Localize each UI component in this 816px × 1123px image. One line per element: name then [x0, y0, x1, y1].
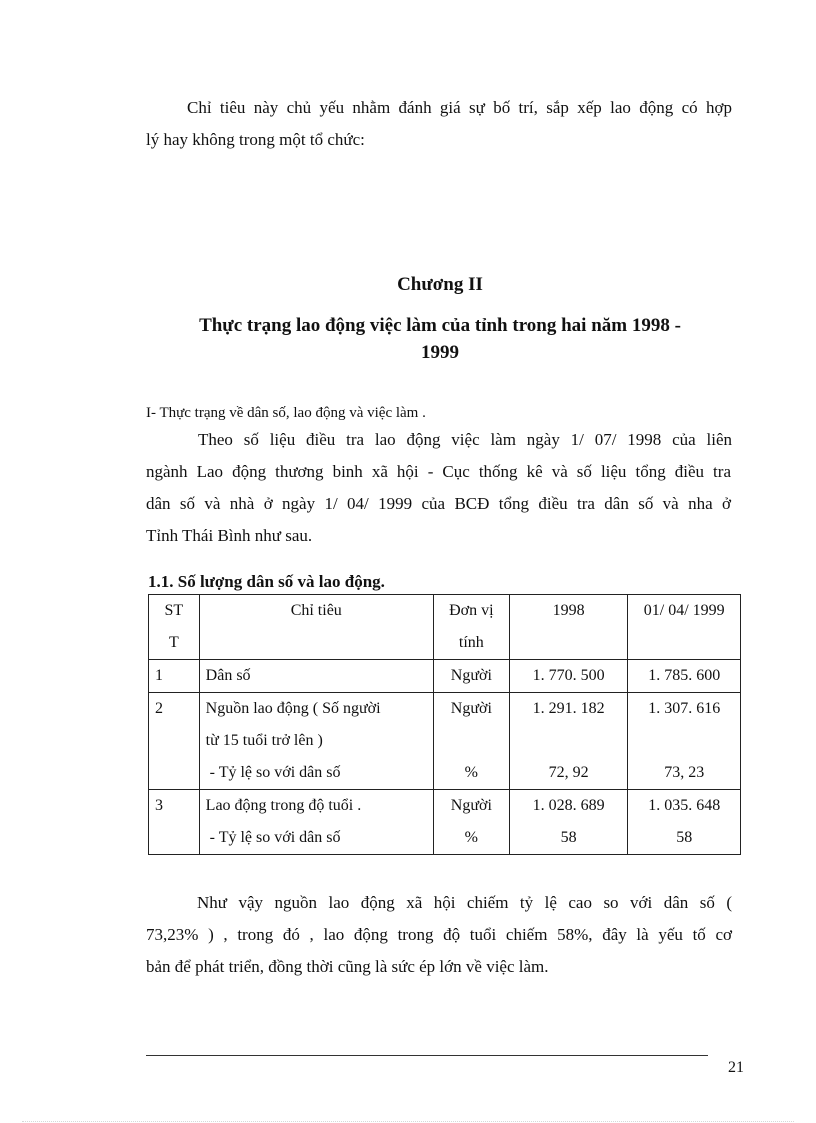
footer-rule — [146, 1055, 708, 1056]
header-stt-line-2: T — [168, 634, 179, 651]
header-unit-line-1: Đơn vị — [449, 602, 494, 619]
header-unit-line-2: tính — [458, 634, 484, 651]
conclusion-line-1: Như vậy nguồn lao động xã hội chiếm tỷ lệ cao so với dân số ( — [197, 893, 732, 912]
conclusion-line-2: 73,23% ) , trong đó , lao động trong độ tuổi chiếm 58%, đây là yếu tố cơ — [146, 925, 732, 944]
header-stt-line-1: ST — [164, 602, 184, 619]
cell-indicator-line: Lao động trong độ tuổi . — [205, 797, 362, 814]
chapter-label: Chương II — [397, 274, 483, 295]
cell-unit — [433, 693, 509, 790]
header-1998: 1998 — [509, 595, 628, 660]
page-number: 21 — [728, 1059, 744, 1076]
cell-value-line: 1. 028. 689 — [532, 797, 605, 814]
cell-stt: 2 — [149, 693, 200, 790]
cell-indicator: Dân số — [199, 660, 433, 693]
chapter-title-line-1: Thực trạng lao động việc làm của tỉnh trong hai năm 1998 - — [199, 315, 681, 336]
header-stt — [149, 595, 200, 660]
cell-stt: 1 — [149, 660, 200, 693]
section-heading: I- Thực trạng về dân số, lao động và việc làm . — [146, 405, 426, 421]
paragraph-line-3: dân số và nhà ở ngày 1/ 04/ 1999 của BCĐ tổng điều tra dân số và nha ở — [146, 494, 731, 513]
table-header-row — [149, 595, 741, 660]
conclusion-line-3: bản để phát triển, đồng thời cũng là sức ép lớn về việc làm. — [146, 957, 549, 976]
cell-1998: 1. 770. 500 — [509, 660, 628, 693]
chapter-title-line-2: 1999 — [421, 342, 459, 363]
header-indicator: Chỉ tiêu — [199, 595, 433, 660]
paragraph-line-4: Tỉnh Thái Bình như sau. — [146, 526, 313, 545]
cell-stt: 3 — [149, 790, 200, 855]
cell-value-line: 1. 291. 182 — [532, 700, 605, 717]
cell-value-spacer — [516, 725, 622, 757]
population-labor-table — [148, 594, 741, 855]
cell-1998 — [509, 693, 628, 790]
cell-indicator-line: - Tỷ lệ so với dân số — [205, 829, 341, 846]
header-1999: 01/ 04/ 1999 — [628, 595, 741, 660]
cell-unit-line: % — [464, 829, 478, 846]
cell-indicator-line: - Tỷ lệ so với dân số — [205, 764, 341, 781]
table-row — [149, 660, 741, 693]
cell-1999: 1. 785. 600 — [628, 660, 741, 693]
cell-value-line: 1. 035. 648 — [648, 797, 721, 814]
cell-value-line: 58 — [676, 829, 693, 846]
cell-indicator — [199, 693, 433, 790]
cell-value-line: 58 — [560, 829, 577, 846]
cell-value-line: 73, 23 — [664, 764, 705, 781]
header-unit — [433, 595, 509, 660]
table-row — [149, 790, 741, 855]
paragraph-line-1: Theo số liệu điều tra lao động việc làm ngày 1/ 07/ 1998 của liên — [198, 430, 732, 449]
cell-1999 — [628, 790, 741, 855]
paragraph-line-2: ngành Lao động thương binh xã hội - Cục thống kê và số liệu tổng điều tra — [146, 462, 731, 481]
cell-value-line: 1. 307. 616 — [648, 700, 721, 717]
cell-unit-spacer — [440, 725, 503, 757]
page-bottom-border — [22, 1121, 794, 1122]
cell-unit — [433, 790, 509, 855]
cell-1999 — [628, 693, 741, 790]
subsection-heading: 1.1. Số lượng dân số và lao động. — [148, 572, 385, 591]
cell-unit-line: % — [464, 764, 478, 781]
cell-indicator-line: từ 15 tuổi trở lên ) — [205, 732, 323, 749]
intro-line-2: lý hay không trong một tổ chức: — [146, 130, 365, 149]
cell-indicator-line: Nguồn lao động ( Số người — [205, 700, 381, 717]
cell-indicator — [199, 790, 433, 855]
table-row — [149, 693, 741, 790]
cell-value-spacer — [634, 725, 734, 757]
cell-value-line: 72, 92 — [548, 764, 589, 781]
cell-unit: Người — [433, 660, 509, 693]
cell-unit-line: Người — [450, 700, 492, 717]
intro-line-1: Chỉ tiêu này chủ yếu nhằm đánh giá sự bố trí, sắp xếp lao động có hợp — [187, 98, 732, 117]
cell-unit-line: Người — [450, 797, 492, 814]
cell-1998 — [509, 790, 628, 855]
